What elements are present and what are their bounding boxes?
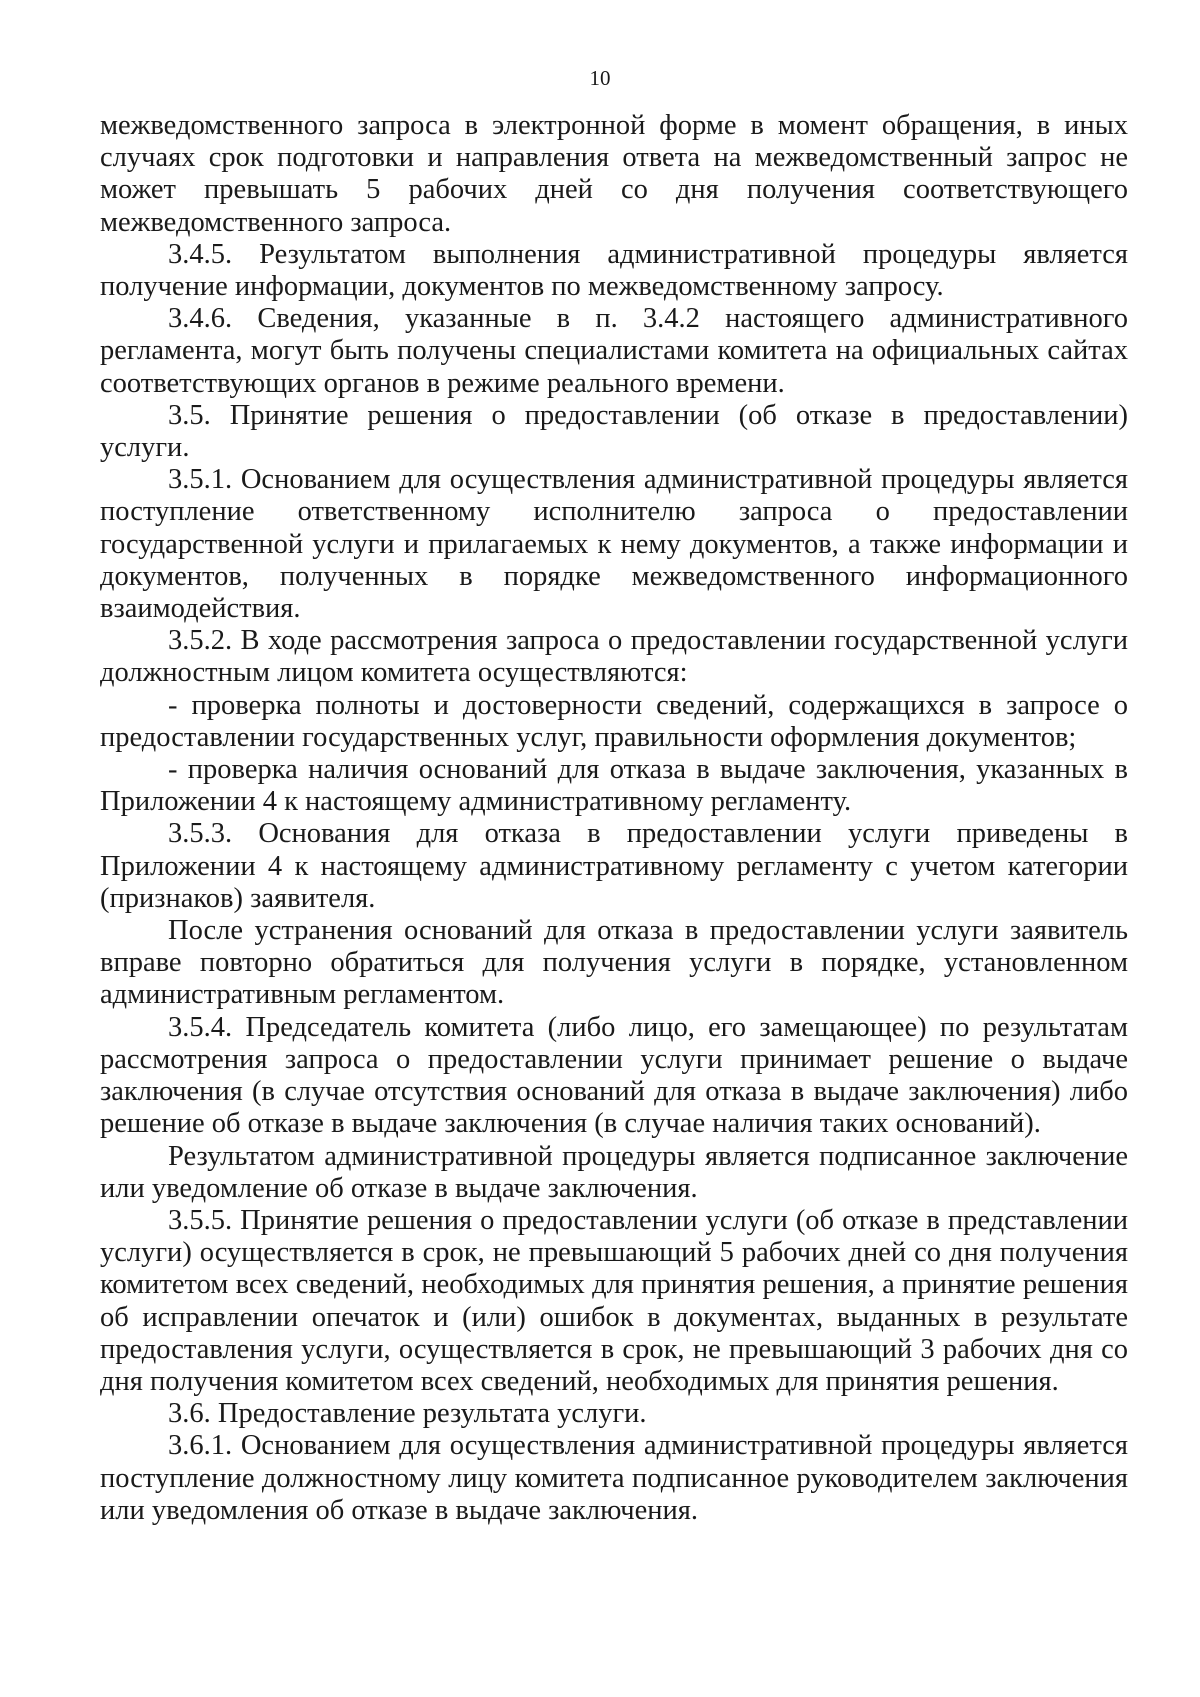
- section-heading-3-5: 3.5. Принятие решения о предоставлении (об отказе в предоставлении) услуги.: [100, 399, 1128, 464]
- document-body: [100, 110, 1128, 1527]
- section-heading-3-6: 3.6. Предоставление результата услуги.: [168, 1398, 647, 1430]
- paragraph-3-5-2: 3.5.2. В ходе рассмотрения запроса о предоставлении государственной услуги должностным лицом комитета осуществляются:: [100, 625, 1128, 689]
- list-item-completeness-check: - проверка полноты и достоверности сведений, содержащихся в запросе о предоставлении государственных услуг, правильности оформления документов;: [100, 689, 1128, 753]
- paragraph-3-4-6: 3.4.6. Сведения, указанные в п. 3.4.2 настоящего административного регламента, могут быть получены специалистами комитета на официальных сайтах соответствующих органов в режиме реального времени.: [100, 303, 1128, 399]
- paragraph-reapplication: После устранения оснований для отказа в предоставлении услуги заявитель вправе повторно обратиться для получения услуги в порядке, установленном административным регламентом.: [100, 915, 1128, 1011]
- paragraph-3-5-5: 3.5.5. Принятие решения о предоставлении услуги (об отказе в представлении услуги) осуществляется в срок, не превышающий 5 рабочих дней со дня получения комитетом всех сведений, необходимых для принятия решения, а принятие решения об исправлении опечаток и (или) ошибок в документах, выданных в результате предоставления услуги, осуществляется в срок, не превышающий 3 рабочих дня со дня получения комитетом всех сведений, необходимых для принятия решения.: [100, 1204, 1128, 1397]
- paragraph-procedure-result: Результатом административной процедуры является подписанное заключение или уведомление об отказе в выдаче заключения.: [100, 1140, 1128, 1204]
- paragraph-3-6-1: 3.6.1. Основанием для осуществления административной процедуры является поступление должностному лицу комитета подписанное руководителем заключения или уведомления об отказе в выдаче заключения.: [100, 1430, 1128, 1526]
- page-number: 10: [589, 66, 611, 90]
- paragraph-3-5-4: 3.5.4. Председатель комитета (либо лицо, его замещающее) по результатам рассмотрения запроса о предоставлении услуги принимает решение о выдаче заключения (в случае отсутствия оснований для отказа в выдаче заключения) либо решение об отказе в выдаче заключения (в случае наличия таких оснований).: [100, 1011, 1128, 1140]
- paragraph-3-4-5: 3.4.5. Результатом выполнения административной процедуры является получение информации, документов по межведомственному запросу.: [100, 238, 1128, 303]
- paragraph-continuation: межведомственного запроса в электронной форме в момент обращения, в иных случаях срок подготовки и направления ответа на межведомственный запрос не может превышать 5 рабочих дней со дня получения соответствующего межведомственного запроса.: [100, 110, 1128, 238]
- paragraph-3-5-3: 3.5.3. Основания для отказа в предоставлении услуги приведены в Приложении 4 к настоящему административному регламенту с учетом категории (признаков) заявителя.: [100, 818, 1128, 914]
- paragraph-3-5-1: 3.5.1. Основанием для осуществления административной процедуры является поступление ответственному исполнителю запроса о предоставлении государственной услуги и прилагаемых к нему документов, а также информации и документов, полученных в порядке межведомственного информационного взаимодействия.: [100, 464, 1128, 625]
- list-item-grounds-check: - проверка наличия оснований для отказа в выдаче заключения, указанных в Приложении 4 к настоящему административному регламенту.: [100, 754, 1128, 818]
